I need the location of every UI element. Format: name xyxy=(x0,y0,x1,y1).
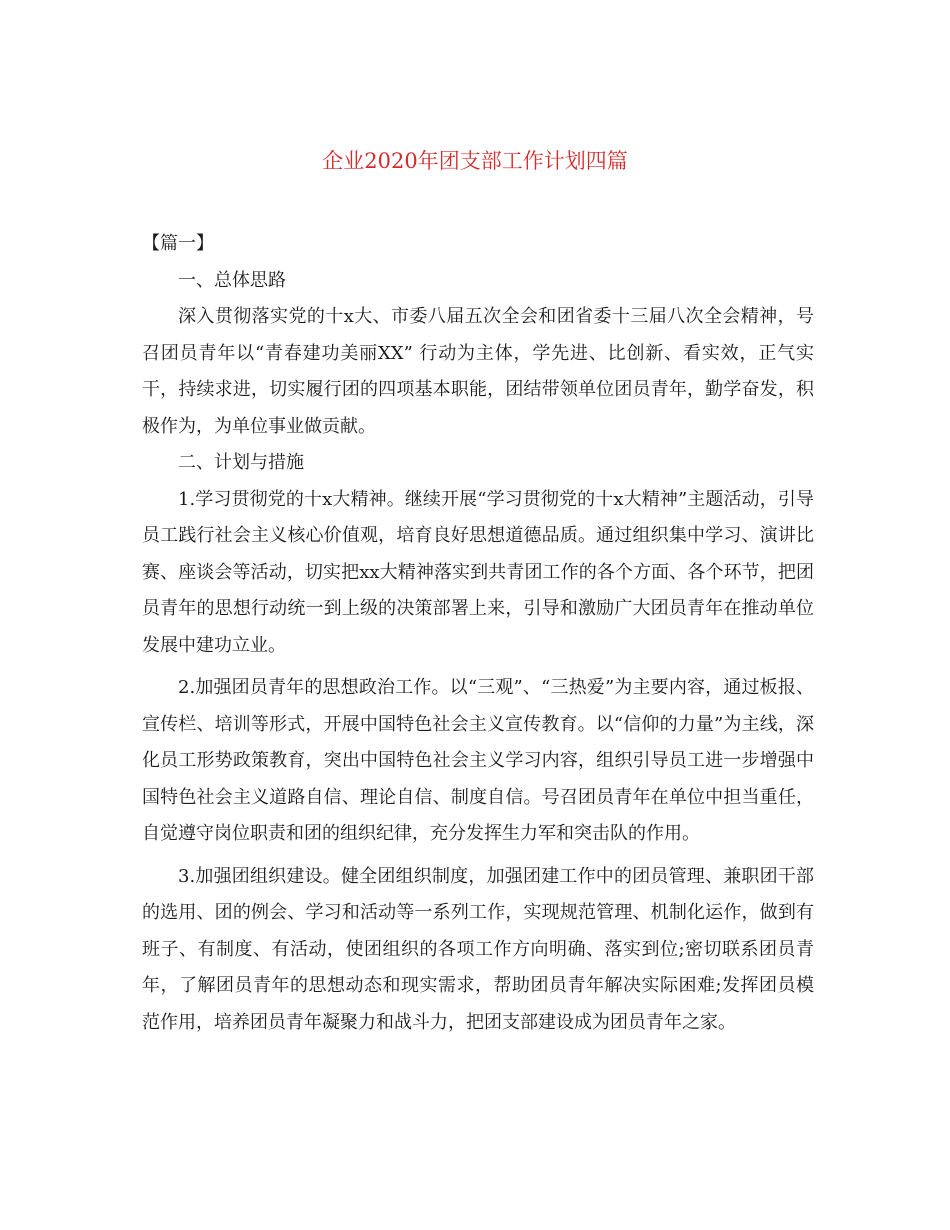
plan-item-2: 2.加强团员青年的思想政治工作。以“三观”、“三热爱”为主要内容，通过板报、宣传栏、培训等形式，开展中国特色社会主义宣传教育。以“信仰的力量”为主线，深化员工形势政策教育，突出中国特色社会主义学习内容，组织引导员工进一步增强中国特色社会主义道路自信、理论自信、制度自信。号召团员青年在单位中担当重任，自觉遵守岗位职责和团的组织纪律，充分发挥生力军和突击队的作用。 xyxy=(142,677,814,844)
document-body xyxy=(142,226,814,1041)
document-title: 企业2020年团支部工作计划四篇 xyxy=(322,149,628,173)
plan-item-3: 3.加强团组织建设。健全团组织制度，加强团建工作中的团员管理、兼职团干部的选用、团的例会、学习和活动等一系列工作，实现规范管理、机制化运作，做到有班子、有制度、有活动，使团组织的各项工作方向明确、落实到位;密切联系团员青年，了解团员青年的思想动态和现实需求，帮助团员青年解决实际困难;发挥团员模范作用，培养团员青年凝聚力和战斗力，把团支部建设成为团员青年之家。 xyxy=(142,865,814,1033)
plan-item-1: 1.学习贯彻党的十x大精神。继续开展“学习贯彻党的十x大精神”主题活动，引导员工践行社会主义核心价值观，培育良好思想道德品质。通过组织集中学习、演讲比赛、座谈会等活动，切实把xx大精神落实到共青团工作的各个方面、各个环节，把团员青年的思想行动统一到上级的决策部署上来，引导和激励广大团员青年在推动单位发展中建功立业。 xyxy=(142,488,814,656)
heading-plans-measures: 二、计划与措施 xyxy=(178,452,304,473)
heading-overall-approach: 一、总体思路 xyxy=(178,269,286,291)
paragraph-overall-approach: 深入贯彻落实党的十x大、市委八届五次全会和团省委十三届八次全会精神，号召团员青年以“青春建功美丽XX” 行动为主体，学先进、比创新、看实效，正气实干，持续求进，切实履行团的四项基本职能，团结带领单位团员青年，勤学奋发，积极作为，为单位事业做贡献。 xyxy=(142,306,814,437)
section-label: 【篇一】 xyxy=(142,233,214,254)
